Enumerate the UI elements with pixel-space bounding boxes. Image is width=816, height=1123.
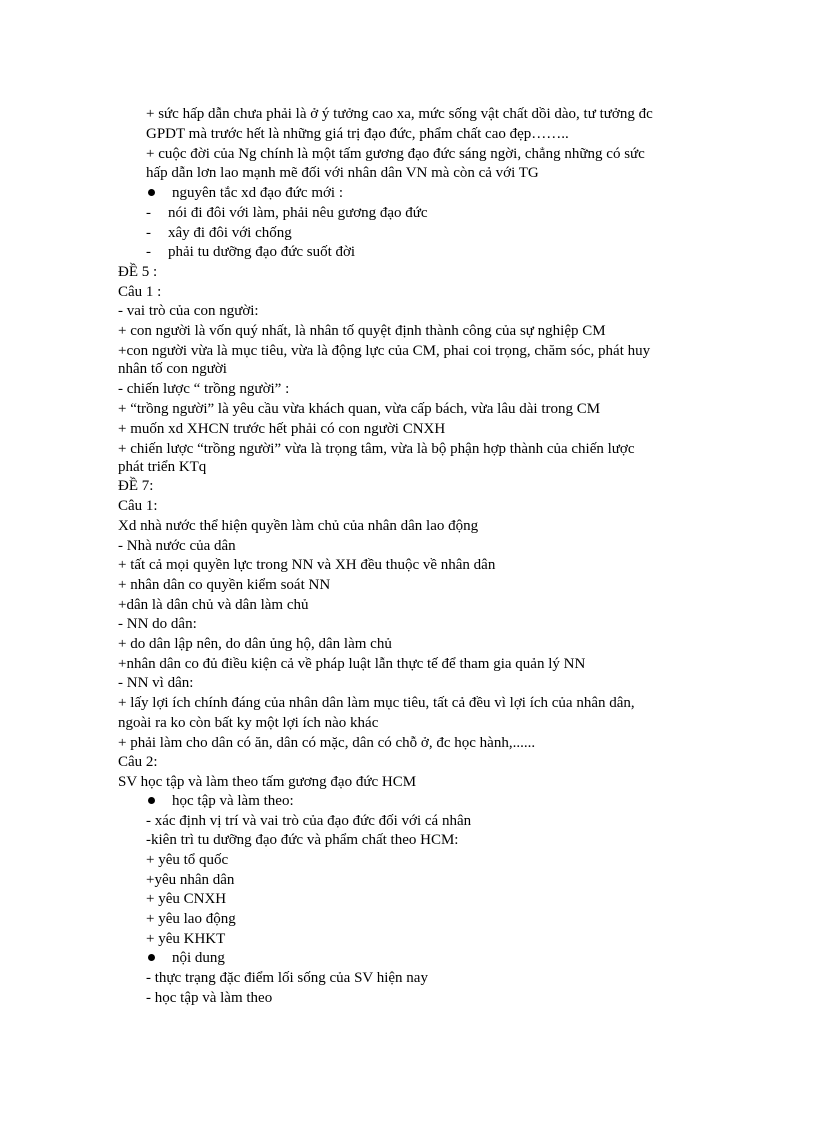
list-item: xây đi đôi với chống <box>168 225 292 241</box>
text-line: - NN vì dân: <box>118 675 194 691</box>
dash-marker: - <box>146 244 151 260</box>
text-line: + phải làm cho dân có ăn, dân có mặc, dân có chỗ ở, đc học hành,...... <box>118 735 536 751</box>
bullet-item-label: học tập và làm theo: <box>172 793 294 809</box>
text-line: GPDT mà trước hết là những giá trị đạo đức, phẩm chất cao đẹp…….. <box>146 126 569 142</box>
text-line: - chiến lược “ trồng người” : <box>118 381 290 397</box>
text-line: + yêu KHKT <box>146 931 226 947</box>
text-line: + yêu tổ quốc <box>146 852 229 868</box>
text-line: ngoài ra ko còn bất ky một lợi ích nào khác <box>118 715 379 731</box>
text-line: phát triển KTq <box>118 459 207 475</box>
text-line: + “trồng người” là yêu cầu vừa khách quan, vừa cấp bách, vừa lâu dài trong CM <box>118 401 601 417</box>
section-heading: ĐỀ 7: <box>118 478 154 494</box>
text-line: + chiến lược “trồng người” vừa là trọng tâm, vừa là bộ phận hợp thành của chiến lược <box>118 441 635 457</box>
question-heading: Câu 1: <box>118 498 158 514</box>
text-line: - vai trò của con người: <box>118 303 259 319</box>
text-line: nhân tố con người <box>118 361 227 377</box>
text-line: SV học tập và làm theo tấm gương đạo đức HCM <box>118 774 417 790</box>
bullet-icon <box>148 954 155 961</box>
text-line: + con người là vốn quý nhất, là nhân tố quyệt định thành công của sự nghiệp CM <box>118 323 606 339</box>
text-line: + cuộc đời của Ng chính là một tấm gương đạo đức sáng ngời, chẳng những có sức <box>146 146 645 162</box>
dash-marker: - <box>146 225 151 241</box>
text-line: + sức hấp dẫn chưa phải là ở ý tưởng cao xa, mức sống vật chất dồi dào, tư tưởng đc <box>146 106 653 122</box>
text-line: + muốn xd XHCN trước hết phải có con người CNXH <box>118 421 446 437</box>
text-line: + yêu lao động <box>146 911 236 927</box>
text-line: + lấy lợi ích chính đáng của nhân dân làm mục tiêu, tất cả đều vì lợi ích của nhân dân, <box>118 695 635 711</box>
text-line: +nhân dân co đủ điều kiện cả về pháp luật lẫn thực tế để tham gia quản lý NN <box>118 656 586 672</box>
text-line: +con người vừa là mục tiêu, vừa là động lực của CM, phai coi trọng, chăm sóc, phát huy <box>118 343 651 359</box>
bullet-icon <box>148 797 155 804</box>
text-line: - NN do dân: <box>118 616 197 632</box>
section-heading: ĐỀ 5 : <box>118 264 158 280</box>
text-line: + yêu CNXH <box>146 891 227 907</box>
bullet-item-label: nguyên tắc xd đạo đức mới : <box>172 185 344 201</box>
text-line: - học tập và làm theo <box>146 990 273 1006</box>
text-line: + do dân lập nên, do dân ủng hộ, dân làm chủ <box>118 636 392 652</box>
text-line: Xd nhà nước thể hiện quyền làm chủ của nhân dân lao động <box>118 518 479 534</box>
question-heading: Câu 1 : <box>118 284 162 300</box>
question-heading: Câu 2: <box>118 754 158 770</box>
text-line: - xác định vị trí và vai trò của đạo đức đối với cá nhân <box>146 813 472 829</box>
list-item: phải tu dưỡng đạo đức suốt đời <box>168 244 356 260</box>
text-line: hấp dẫn lơn lao mạnh mẽ đối với nhân dân VN mà còn cả với TG <box>146 165 539 181</box>
dash-marker: - <box>146 205 151 221</box>
text-line: + nhân dân co quyền kiểm soát NN <box>118 577 331 593</box>
text-line: +dân là dân chủ và dân làm chủ <box>118 597 309 613</box>
list-item: nói đi đôi với làm, phải nêu gương đạo đức <box>168 205 428 221</box>
text-line: - Nhà nước của dân <box>118 538 236 554</box>
text-line: -kiên trì tu dưỡng đạo đức và phẩm chất theo HCM: <box>146 832 459 848</box>
text-line: +yêu nhân dân <box>146 872 235 888</box>
bullet-item-label: nội dung <box>172 950 225 966</box>
bullet-icon <box>148 189 155 196</box>
text-line: - thực trạng đặc điểm lối sống của SV hiện nay <box>146 970 428 986</box>
text-line: + tất cả mọi quyền lực trong NN và XH đều thuộc về nhân dân <box>118 557 496 573</box>
